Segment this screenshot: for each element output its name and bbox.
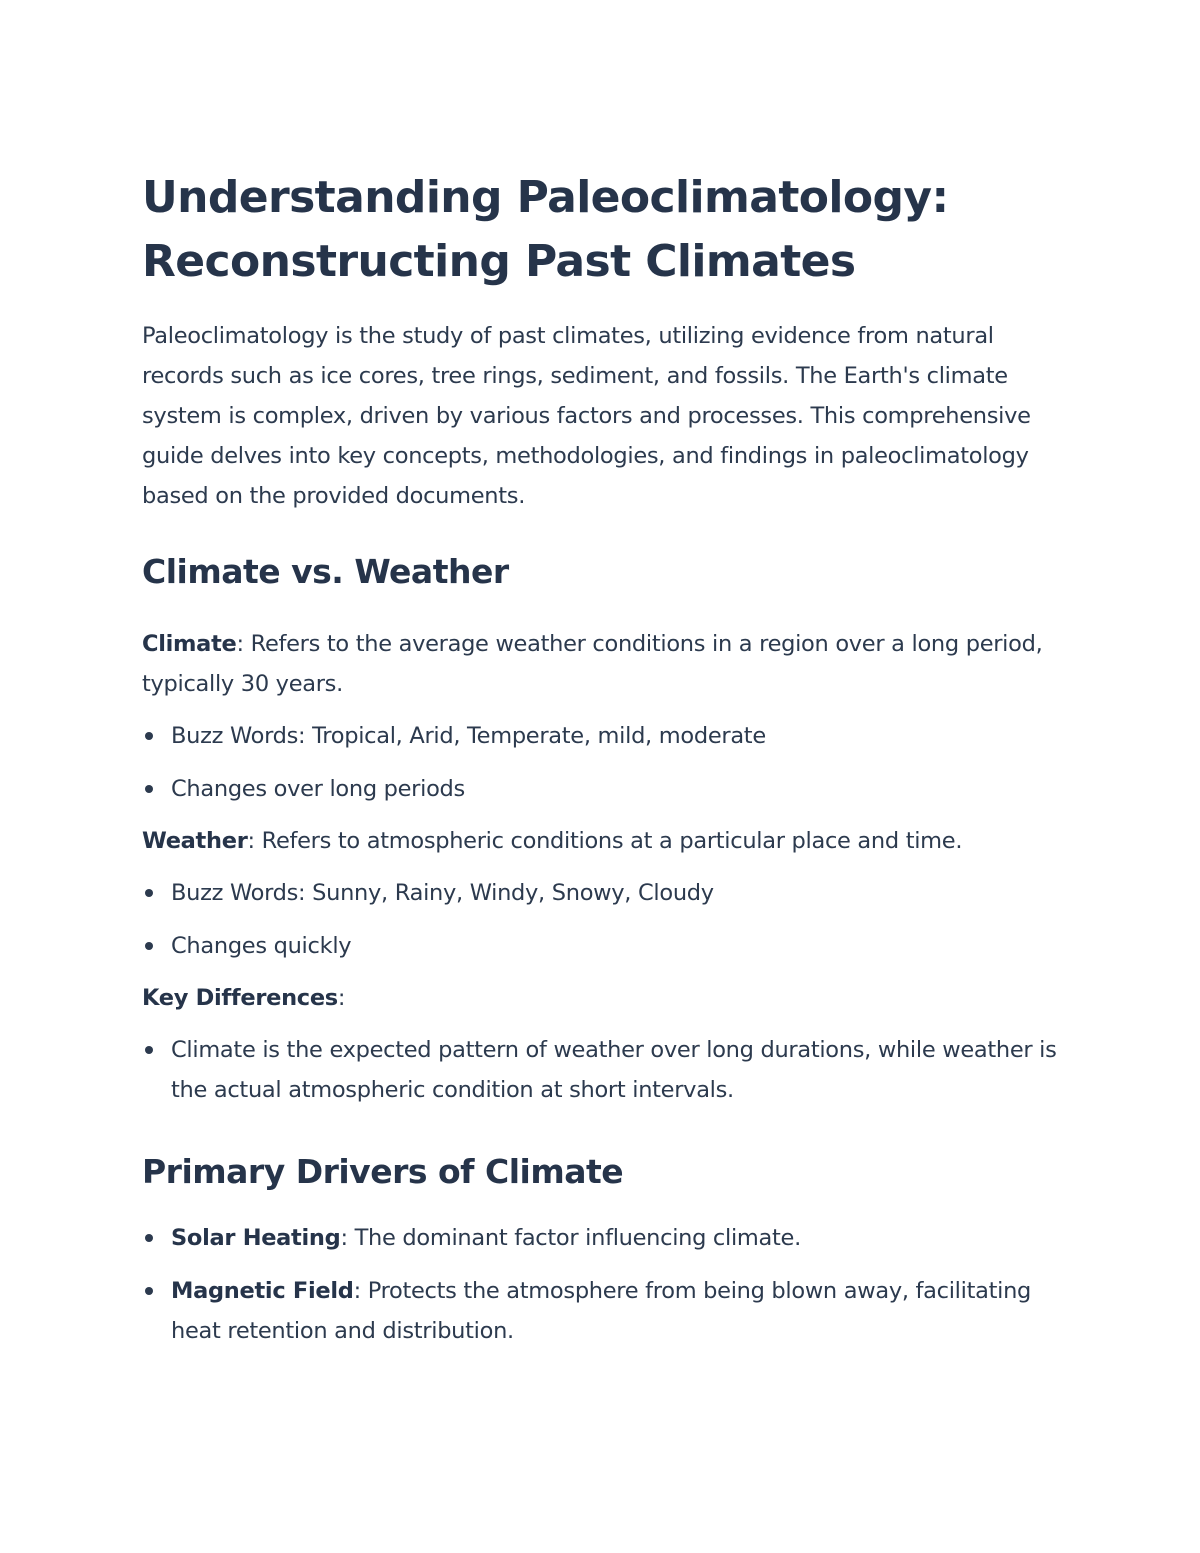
driver-term: Solar Heating (171, 1225, 341, 1251)
list-item-text: Buzz Words: Sunny, Rainy, Windy, Snowy, Cloudy (171, 880, 714, 906)
list-item (142, 1218, 1072, 1258)
section-heading-primary-drivers: Primary Drivers of Climate (142, 1152, 624, 1191)
weather-definition-text: : Refers to atmospheric conditions at a particular place and time. (247, 828, 963, 854)
list-item (142, 1030, 1072, 1110)
key-differences-bullet-list (142, 1030, 1072, 1110)
list-item (142, 769, 1072, 809)
driver-term: Magnetic Field (171, 1278, 354, 1304)
climate-definition (142, 624, 1072, 704)
list-item-text: Changes quickly (171, 933, 352, 959)
key-differences-label (142, 978, 1072, 1018)
bullet-icon (145, 889, 153, 897)
weather-term: Weather (142, 828, 248, 854)
key-differences-term: Key Differences (142, 985, 338, 1011)
list-item (142, 1271, 1072, 1351)
document-page (142, 166, 1072, 1351)
page-title: Understanding Paleoclimatology: Reconstructing Past Climates (142, 172, 949, 287)
bullet-icon (145, 785, 153, 793)
climate-bullet-list (142, 716, 1072, 809)
bullet-icon (145, 1234, 153, 1242)
drivers-bullet-list (142, 1218, 1072, 1351)
bullet-icon (145, 942, 153, 950)
key-differences-suffix: : (337, 985, 346, 1011)
climate-term: Climate (142, 631, 237, 657)
driver-text: : Protects the atmosphere from being blown away, facilitating heat retention and distribution. (171, 1278, 1032, 1344)
bullet-icon (145, 1046, 153, 1054)
list-item-text: Climate is the expected pattern of weather over long durations, while weather is the actual atmospheric condition at short intervals. (171, 1037, 1057, 1103)
list-item (142, 873, 1072, 913)
weather-definition (142, 821, 1072, 861)
bullet-icon (145, 1287, 153, 1295)
bullet-icon (145, 732, 153, 740)
climate-definition-text: : Refers to the average weather conditions in a region over a long period, typically 30 years. (142, 631, 1043, 697)
intro-paragraph: Paleoclimatology is the study of past climates, utilizing evidence from natural records such as ice cores, tree rings, sediment, and fossils. The Earth's climate system is complex, driven by various factors and processes. This comprehensive guide delves into key concepts, methodologies, and findings in paleoclimatology based on the provided documents. (142, 323, 1031, 509)
weather-bullet-list (142, 873, 1072, 966)
list-item-text: Buzz Words: Tropical, Arid, Temperate, mild, moderate (171, 723, 766, 749)
list-item (142, 716, 1072, 756)
list-item (142, 926, 1072, 966)
list-item-text: Changes over long periods (171, 776, 465, 802)
section-heading-climate-weather: Climate vs. Weather (142, 552, 509, 591)
driver-text: : The dominant factor influencing climate. (340, 1225, 801, 1251)
